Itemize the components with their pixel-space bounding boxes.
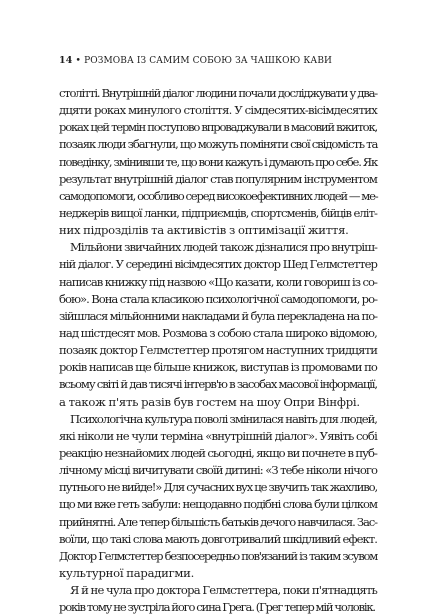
text-line: поведінку, змінивши те, що вони кажуть і думають про себе. Як (59, 154, 377, 169)
paragraph (59, 411, 377, 582)
text-line: Мільйони звичайних людей також дізналися про внутріш- (70, 240, 377, 255)
paragraph (59, 582, 377, 616)
text-line: Я й не чула про доктора Гелмстеттера, поки п'ятнадцять (70, 583, 377, 598)
text-line: років тому не зустріла його сина Грега. (Грег тепер мій чоловік. (59, 600, 375, 615)
text-line: років написав ще більше книжок, виступав із промовами по (59, 360, 377, 375)
page-number: 14 (59, 55, 73, 66)
text-line: реакцію незнайомих людей сьогодні, якщо ви почнете в пуб- (59, 445, 377, 460)
text-line: зійшлася мільйонними накладами й була перекладена на по- (59, 308, 377, 323)
text-line: воїли, що такі слова мають довготривалий шкідливий ефект. (59, 531, 377, 546)
body-text (59, 85, 377, 616)
text-line: путнього не вийде!» Для сучасних вух це звучить так жахливо, (59, 480, 377, 495)
text-line: прийнятні. Але тепер більшість батьків дечого навчилася. Зас- (59, 514, 377, 529)
text-line: а також п'ять разів був гостем на шоу Опри Вінфрі. (59, 394, 360, 409)
text-line: всьому світі й дав тисячі інтерв'ю в засобах масової інформації, (59, 377, 377, 392)
text-line: культурної парадигми. (59, 565, 195, 580)
text-line: результат внутрішній діалог став популярним інструментом (59, 171, 377, 186)
text-line: роках цей термін поступово впроваджували в масовий вжиток, (59, 120, 377, 135)
text-line: позаяк люди збагнули, що можуть поміняти свої свідомість та (59, 137, 378, 152)
text-line: позаяк доктор Гелмстеттер протягом наступних тридцяти (59, 343, 378, 358)
text-line: неджерів вищої ланки, підприємців, спортсменів, бійців еліт- (59, 205, 377, 220)
running-header (59, 55, 389, 67)
text-line: які ніколи не чули терміна «внутрішній діалог». Уявіть собі (59, 428, 377, 443)
text-line: над шістдесят мов. Розмова з собою стала широко відомою, (59, 325, 377, 340)
text-line: що ми вже геть забули: нещодавно подібні слова були цілком (59, 497, 377, 512)
book-title: РОЗМОВА ІЗ САМИМ СОБОЮ ЗА ЧАШКОЮ КАВИ (84, 56, 333, 66)
text-line: лічному місці вичитувати своїй дитині: «З тебе ніколи нічого (59, 463, 377, 478)
text-line: ній діалог. У середині вісімдесятих доктор Шед Гелмстеттер (59, 257, 377, 272)
text-line: столітті. Внутрішній діалог людини почали досліджувати у два- (59, 86, 377, 100)
text-line: Психологічна культура поволі змінилася навіть для людей, (70, 411, 377, 426)
text-line: Доктор Гелмстеттер безпосередньо пов'язаний із таким зсувом (59, 548, 377, 563)
paragraph (59, 239, 377, 410)
text-line: бою». Вона стала класикою психологічної самодопомоги, ро- (59, 291, 377, 306)
text-line: них підрозділів та активістів з оптимізації життя. (59, 223, 349, 238)
text-line: дцяти роках минулого століття. У сімдесятих-вісімдесятих (59, 103, 377, 118)
text-line: написав книжку під назвою «Що казати, коли говориш із со- (59, 274, 377, 289)
paragraph (59, 85, 377, 239)
text-line: самодопомоги, особливо серед високоефективних людей — ме- (59, 188, 378, 203)
header-separator: • (75, 55, 82, 66)
